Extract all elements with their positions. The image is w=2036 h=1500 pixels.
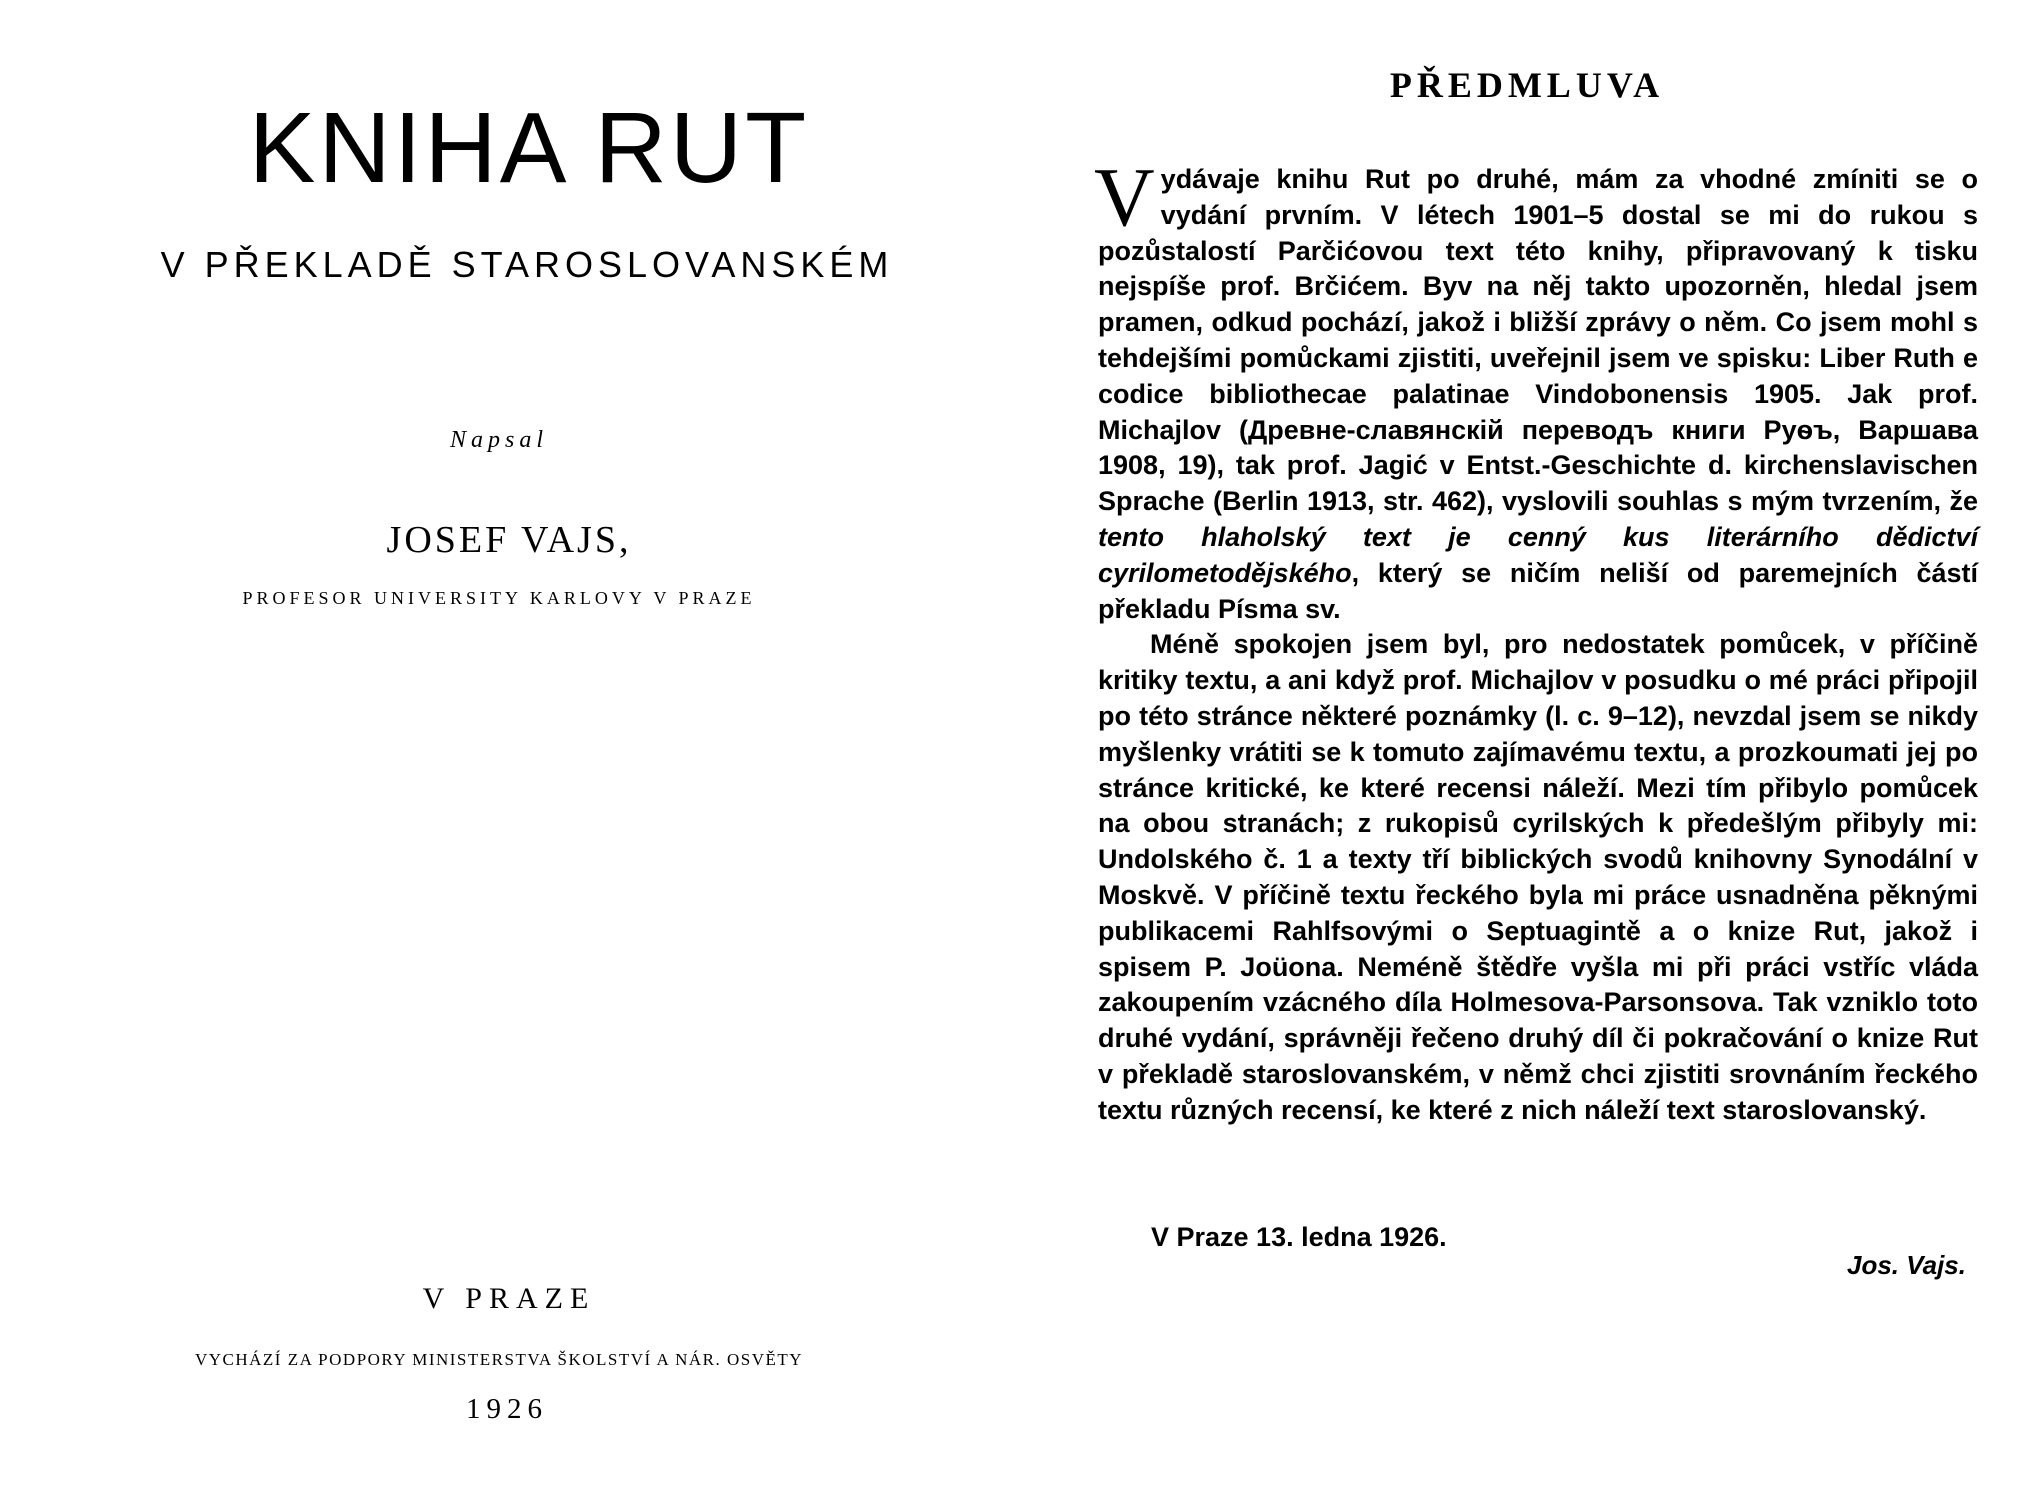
author-title: PROFESOR UNIVERSITY KARLOVY V PRAZE <box>242 588 756 608</box>
book-title: KNIHA RUT <box>248 92 810 204</box>
preface-page <box>1018 0 2036 1500</box>
paragraph-1-italic-quote: tento hlaholský text je cenný kus literárního dědictví cyrilometodějského <box>1098 521 1978 588</box>
publisher-note: VYCHÁZÍ ZA PODPORY MINISTERSTVA ŠKOLSTVÍ A NÁR. OSVĚTY <box>194 1350 804 1369</box>
author-name: JOSEF VAJS, <box>386 519 632 561</box>
preface-body <box>1094 151 1978 1129</box>
publication-place: V PRAZE <box>422 1282 596 1315</box>
signature: Jos. Vajs. <box>1847 1250 1966 1280</box>
publication-year: 1926 <box>466 1393 548 1425</box>
paragraph-1-text-b: , který se ničím neliší od paremejních částí překladu Písma sv. <box>1098 557 1978 624</box>
date-line: V Praze 13. ledna 1926. <box>1151 1222 1447 1252</box>
drop-cap: V <box>1094 151 1155 244</box>
author-prefix: Napsal <box>449 427 548 453</box>
preface-paragraph-1 <box>1094 151 1978 627</box>
book-subtitle: V PŘEKLADĚ STAROSLOVANSKÉM <box>160 244 894 285</box>
preface-paragraph-2: Méně spokojen jsem byl, pro nedostatek pomůcek, v příčině kritiky textu, a ani když prof. Michajlov v posudku o mé práci připojil po této stránce některé poznámky (l. c. 9–12), nevzdal jsem se nikdy myšlenky vrátiti se k tomuto zajímavému textu, a prozkoumati jej po stránce kritické, ke které recensi náleží. Mezi tím přibylo pomůcek na obou stranách; z rukopisů cyrilských k předešlým přibyly mi: Undolského č. 1 a texty tří biblických svodů knihovny Synodální v Moskvě. V příčině textu řeckého byla mi práce usnadněna pěknými publikacemi Rahlfsovými o Septuagintě a o knize Rut, jakož i spisem P. Joüona. Neméně štědře vyšla mi při práci vstříc vláda zakoupením vzácného díla Holmesova-Parsonsova. Tak vzniklo toto druhé vydání, správněji řečeno druhý díl či pokračování o knize Rut v překladě staroslovanském, v němž chci zjistiti srovnáním řeckého textu různých recensí, ke které z nich náleží text staroslovanský. <box>1098 629 1978 1125</box>
preface-heading: PŘEDMLUVA <box>1389 65 1665 105</box>
paragraph-1-text-a: ydávaje knihu Rut po druhé, mám za vhodné zmíniti se o vydání prvním. V létech 1901–5 dostal se mi do rukou s pozůstalostí Parčićovou text této knihy, připravovaný k tisku nejspíše prof. Brčićem. Byv na něj takto upozorněn, hledal jsem pramen, odkud pochází, jakož i bližší zprávy o něm. Co jsem mohl s tehdejšími pomůckami zjistiti, uveřejnil jsem ve spisku: Liber Ruth e codice bibliothecae palatinae Vindobonensis 1905. Jak prof. Michajlov (Древне-славянскiй переводъ книги Руѳъ, Варшава 1908, 19), tak prof. Jagić v Entst.-Geschichte d. kirchenslavischen Sprache (Berlin 1913, str. 462), vyslovili souhlas s mým tvrzením, že <box>1098 164 1978 517</box>
